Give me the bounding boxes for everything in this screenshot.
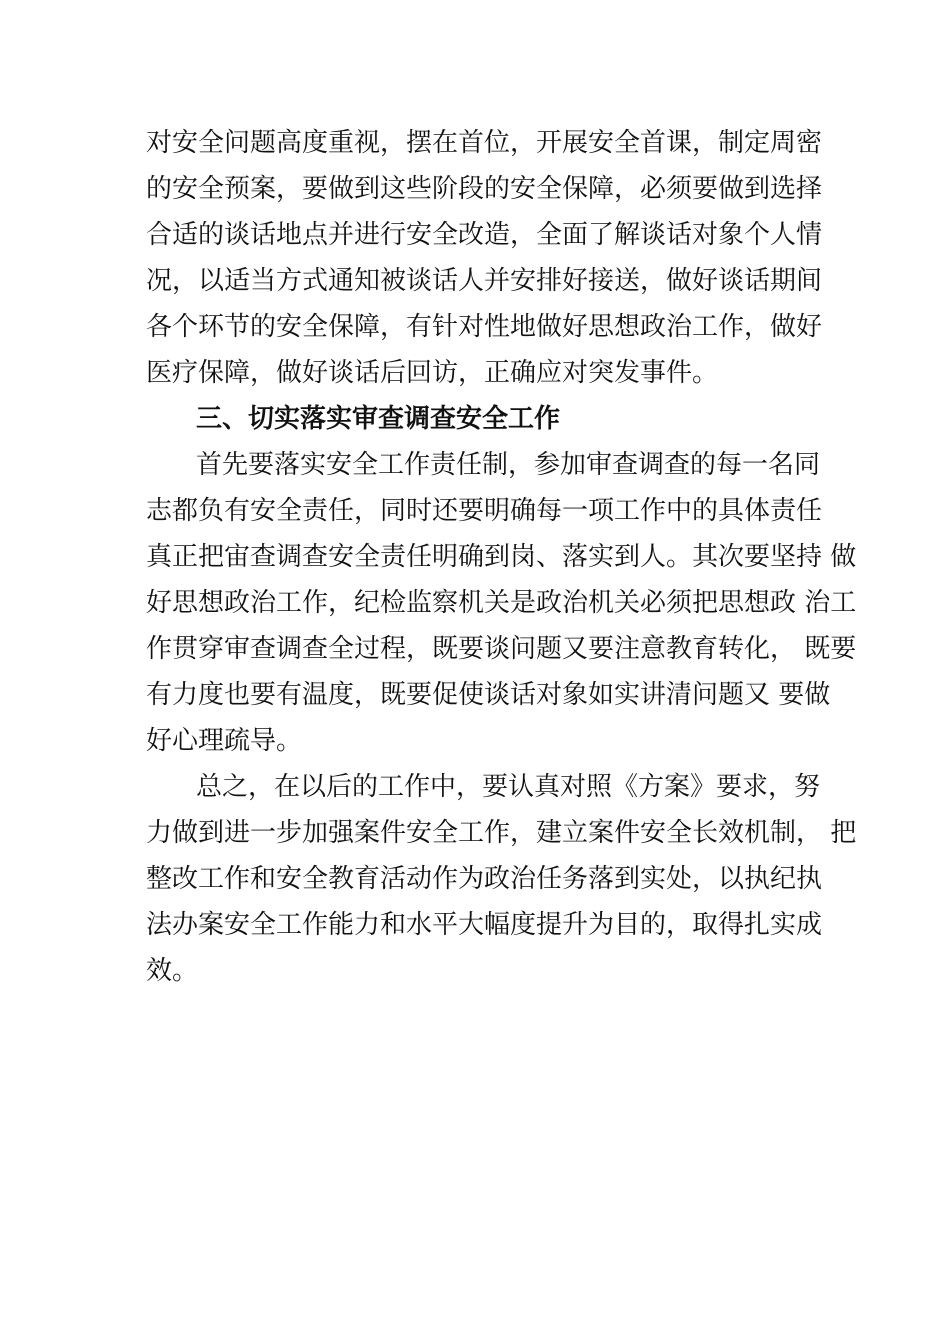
body-text-line: 况，以适当方式通知被谈话人并安排好接送，做好谈话期间	[146, 266, 823, 296]
body-text-line: 对安全问题高度重视，摆在首位，开展安全首课，制定周密	[146, 128, 823, 158]
body-text-line: 医疗保障，做好谈话后回访，正确应对突发事件。	[146, 358, 719, 388]
section-heading: 三、切实落实审查调查安全工作	[196, 404, 561, 434]
body-text-line: 作贯穿审查调查全过程，既要谈问题又要注意教育转化， 既要	[146, 634, 857, 664]
body-text-line: 效。	[146, 956, 199, 986]
body-text-line: 法办案安全工作能力和水平大幅度提升为目的，取得扎实成	[146, 910, 823, 940]
body-text-line: 有力度也要有温度，既要促使谈话对象如实讲清问题又 要做	[146, 680, 831, 710]
body-text-line: 好心理疏导。	[146, 726, 303, 756]
paragraph-first-line: 首先要落实安全工作责任制，参加审查调查的每一名同	[196, 450, 821, 480]
body-text-line: 的安全预案，要做到这些阶段的安全保障，必须要做到选择	[146, 174, 823, 204]
body-text-line: 各个环节的安全保障，有针对性地做好思想政治工作，做好	[146, 312, 823, 342]
paragraph-first-line: 总之，在以后的工作中，要认真对照《方案》要求，努	[196, 772, 821, 802]
body-text-line: 力做到进一步加强案件安全工作，建立案件安全长效机制， 把	[146, 818, 857, 848]
body-text-line: 整改工作和安全教育活动作为政治任务落到实处，以执纪执	[146, 864, 823, 894]
body-text-line: 合适的谈话地点并进行安全改造，全面了解谈话对象个人情	[146, 220, 823, 250]
body-text-line: 好思想政治工作，纪检监察机关是政治机关必须把思想政 治工	[146, 588, 857, 618]
body-text-line: 真正把宙查调查安全责任明确到岗、落实到人。其次要坚持 做	[146, 542, 857, 572]
body-text-line: 志都负有安全责任，同时还要明确每一项工作中的具体责任	[146, 496, 823, 526]
